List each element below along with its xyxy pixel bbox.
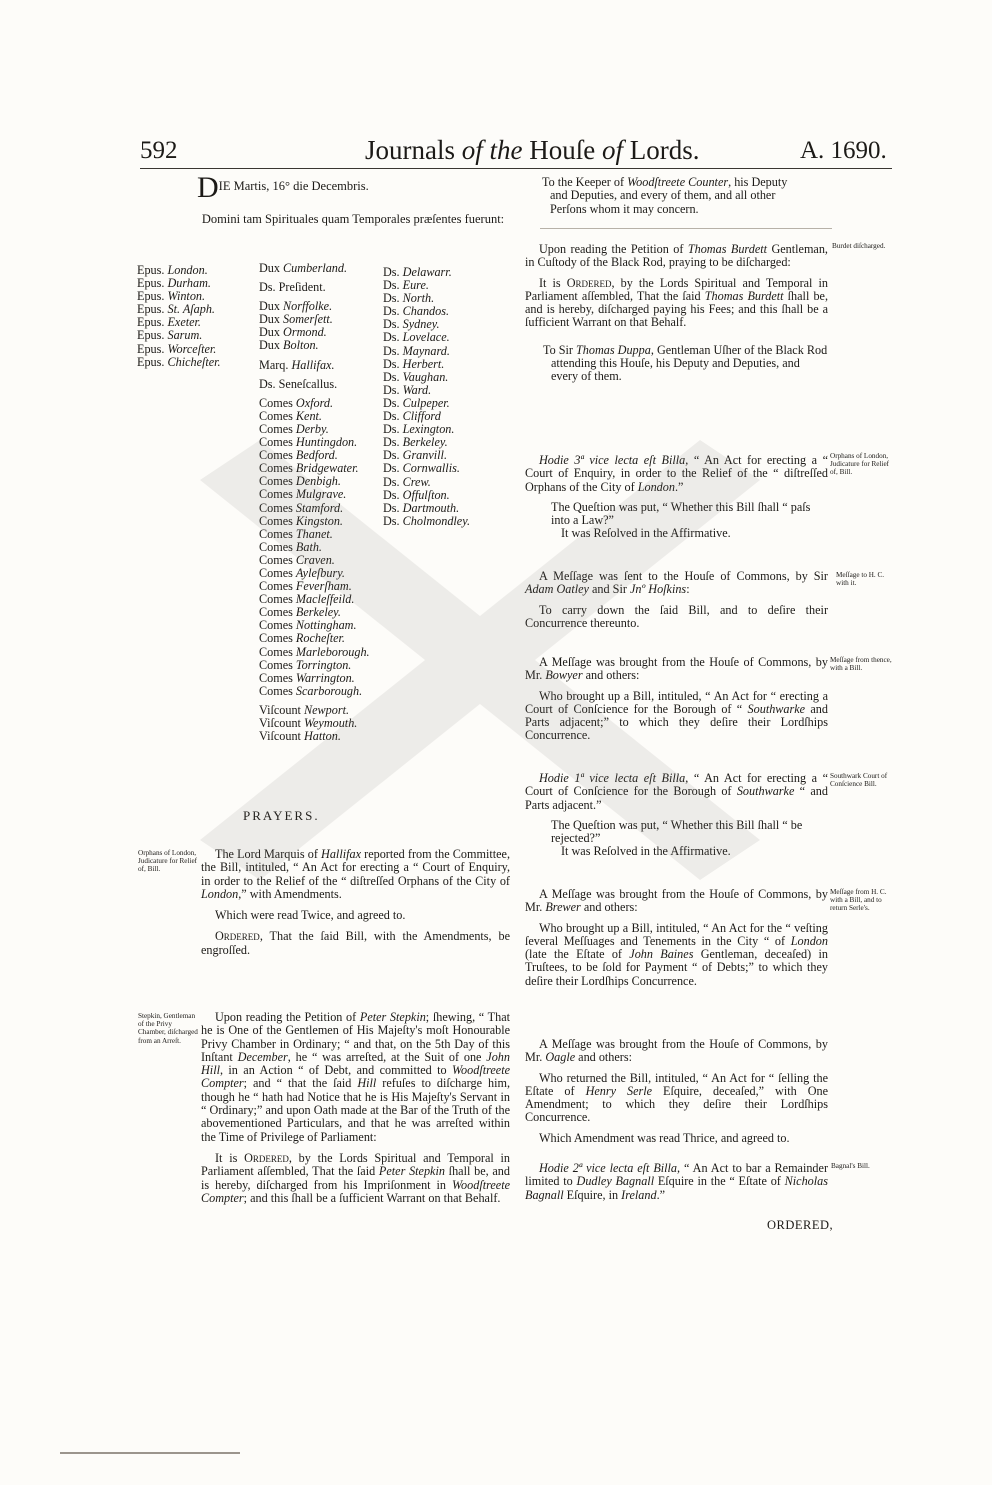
margin-note-southwark: Southwark Court of Conſcience Bill. xyxy=(830,772,888,789)
entry-orphans-report xyxy=(201,848,510,957)
lord-name: Cumberland. xyxy=(283,261,348,275)
lord-title: Ds. xyxy=(383,435,400,450)
lord-title: Ds. xyxy=(383,265,400,279)
lord-name: Bolton. xyxy=(283,338,319,353)
lord-name: Craven. xyxy=(295,552,335,567)
lord-title: Comes xyxy=(259,435,293,450)
lord-name: Somerſett. xyxy=(283,312,333,327)
paragraph: Hodie 1ª vice lecta eſt Billa, “ An Act for erecting a “ Court of Conſcience for the Borough of Southwarke “ and Parts adjacent.” xyxy=(525,771,828,812)
margin-note-orphans-bill: Orphans of London, Judicature for Relief of, Bill. xyxy=(830,452,890,477)
paragraph: To the Keeper of Woodſtreete Counter, his Deputy and Deputies, and every of them, and all other Perſons whom it may concern. xyxy=(542,175,788,216)
paragraph: It was Reſolved in the Affirmative. xyxy=(561,526,731,541)
paragraph: Upon reading the Petition of Thomas Burdett Gentleman, in Cuſtody of the Black Rod, praying to be diſcharged: xyxy=(525,242,828,270)
entry-orphans-third-reading xyxy=(525,454,828,541)
lord-title: Epus. xyxy=(137,328,165,343)
lord-name: Sydney. xyxy=(402,317,440,332)
lord-title: Ds. Preſident. xyxy=(259,280,326,295)
lord-title: Comes xyxy=(259,631,293,646)
paragraph: Ordered, That the ſaid Bill, with the Amendments, be engroſſed. xyxy=(201,929,510,957)
lord-name: Chicheſter. xyxy=(167,354,221,369)
lord-name: St. Aſaph. xyxy=(167,302,215,317)
lord-name: Cornwallis. xyxy=(402,461,460,476)
lord-name: Stamford. xyxy=(295,500,344,515)
lord-name: Clifford xyxy=(402,409,441,424)
lord-title: Ds. xyxy=(383,382,400,397)
lord-title: Comes xyxy=(259,565,293,580)
lord-title: Comes xyxy=(259,579,293,594)
lord-name: Macleſfeild. xyxy=(295,592,355,607)
lord-title: Ds. xyxy=(383,500,400,515)
entry-message-oagle xyxy=(525,1038,828,1145)
lord-title: Comes xyxy=(259,657,293,672)
lord-title: Ds. xyxy=(383,461,400,476)
lord-title: Comes xyxy=(259,421,293,436)
paragraph: The Lord Marquis of Hallifax reported from the Committee, the Bill, intituled, “ An Act for erecting a “ Court of Enquiry, in order to the Relief of the “ diſtreſſed Orphans of the City of London,” with Amendments. xyxy=(201,847,510,901)
paragraph: Who returned the Bill, intituled, “ An Act for “ ſelling the Eſtate of Henry Serle Eſquire, deceaſed,” with One Amendment; to which they deſire their Lordſhips Concurrence. xyxy=(525,1070,829,1125)
paragraph: Who brought up a Bill, intituled, “ An Act for “ erecting a Court of Conſcience for the Borough of “ Southwarke and Parts adjacent;” to which they deſire their Lordſhips Concurrence. xyxy=(525,688,828,743)
header-rule xyxy=(140,168,892,169)
lord-title: Dux xyxy=(259,325,280,340)
paragraph: The Queſtion was put, “ Whether this Bill ſhall “ be rejected?” xyxy=(551,817,803,846)
lord-title: Epus. xyxy=(137,354,165,369)
lord-title: Comes xyxy=(259,644,293,659)
lord-title: Dux xyxy=(259,312,280,327)
lord-name: Chandos. xyxy=(402,304,450,319)
lord-name: Culpeper. xyxy=(402,395,450,410)
lord-name: Ayleſbury. xyxy=(295,565,345,580)
lord-name: Vaughan. xyxy=(402,369,449,384)
lord-title: Comes xyxy=(259,487,293,502)
bishops-list xyxy=(137,264,221,369)
lord-entry xyxy=(259,281,370,294)
lord-name: Eure. xyxy=(402,278,429,293)
lord-title: Comes xyxy=(259,513,293,528)
lord-title: Ds. xyxy=(383,356,400,371)
lord-title: Comes xyxy=(259,500,293,515)
lord-name: Crew. xyxy=(402,474,431,489)
lord-name: Durham. xyxy=(167,276,211,291)
lord-title: Comes xyxy=(259,539,293,554)
entry-stepkin xyxy=(201,1011,510,1205)
barons-list xyxy=(383,266,470,528)
lord-name: Mulgrave. xyxy=(295,487,347,502)
lord-name: Feverſham. xyxy=(295,579,352,594)
margin-note-bagnal: Bagnal's Bill. xyxy=(831,1162,870,1170)
lord-title: Ds. xyxy=(383,278,400,293)
lord-name: Scarborough. xyxy=(295,683,363,698)
lord-name: Lexington. xyxy=(402,422,455,437)
lord-name: Herbert. xyxy=(402,356,445,371)
journal-year: A. 1690. xyxy=(800,137,887,164)
lord-name: Ward. xyxy=(402,382,432,397)
lord-entry xyxy=(137,356,221,369)
entry-message-brewer xyxy=(525,888,828,988)
paragraph: It is Ordered, by the Lords Spiritual and Temporal in Parliament aſſembled, That the ſaid Peter Stepkin ſhall be, and is hereby, diſcharged from his Impriſonment in Woodſtreete Compter; and this ſhall be a ſufficient Warrant on that Behalf. xyxy=(201,1150,510,1205)
lord-title: Ds. xyxy=(383,422,400,437)
lord-title: Comes xyxy=(259,461,293,476)
margin-note-stepkin: Stepkin, Gentleman of the Privy Chamber, diſcharged from an Arreſt. xyxy=(138,1012,198,1045)
paragraph: It is Ordered, by the Lords Spiritual and Temporal in Parliament aſſembled, That the ſaid Thomas Burdett ſhall be, and is hereby, diſcharged paying his Fees; and this ſhall be a ſufficient Warrant on that Behalf. xyxy=(525,275,828,330)
page-number: 592 xyxy=(140,137,178,164)
lord-entry xyxy=(259,378,370,391)
lord-title: Epus. xyxy=(137,276,165,291)
lord-title: Ds. xyxy=(383,474,400,489)
lord-name: Exeter. xyxy=(167,315,201,330)
journal-title: Journals of the Houſe of Lords. xyxy=(365,135,700,165)
margin-note-serle: Meſſage from H. C. with a Bill, and to return Serle's. xyxy=(830,888,887,913)
lord-title: Dux xyxy=(259,261,280,275)
lord-name: Denbigh. xyxy=(295,474,341,489)
lord-title: Epus. xyxy=(137,315,165,330)
catchword: ORDERED, xyxy=(767,1218,834,1232)
lord-entry xyxy=(259,730,370,743)
lord-title: Epus. xyxy=(137,289,165,304)
paragraph: Which were read Twice, and agreed to. xyxy=(215,908,406,923)
entry-message-to-commons xyxy=(525,570,828,630)
lord-name: Winton. xyxy=(167,289,206,304)
lord-title: Epus. xyxy=(137,302,165,317)
margin-note-orphans: Orphans of London, Judicature for Relief of, Bill. xyxy=(138,849,198,874)
lord-title: Comes xyxy=(259,605,293,620)
lord-name: Lovelace. xyxy=(402,330,450,345)
paragraph: Who brought up a Bill, intituled, “ An Act for the “ veſting ſeveral Meſſuages and Tenements in the City “ of London (late the Eſtate of John Baines Gentleman, deceaſed) in Truſtees, to be ſold for Payment “ of Debts;” to which they deſire their Lordſhips Concurrence. xyxy=(525,920,828,988)
lord-title: Dux xyxy=(259,299,280,314)
lord-name: Norffolke. xyxy=(283,299,333,314)
lord-name: Bath. xyxy=(295,539,322,554)
lord-title: Comes xyxy=(259,552,293,567)
lord-name: Berkeley. xyxy=(402,435,448,450)
margin-note-burdett: Burdet diſcharged. xyxy=(832,242,886,250)
entry-keeper-address xyxy=(542,176,802,216)
lord-name: Delawarr. xyxy=(402,265,452,279)
lord-name: Maynard. xyxy=(402,343,450,358)
lord-title: Marq. xyxy=(259,357,289,372)
lord-title: Ds. xyxy=(383,317,400,332)
paragraph: Hodie 2ª vice lecta eſt Billa, “ An Act to bar a Remainder limited to Dudley Bagnall Eſquire in the “ Eſtate of Nicholas Bagnall Eſquire, in Ireland.” xyxy=(525,1161,828,1202)
lord-title: Viſcount xyxy=(259,716,301,730)
lord-title: Epus. xyxy=(137,341,165,356)
lord-title: Ds. xyxy=(383,409,400,424)
lord-name: Bridgewater. xyxy=(295,461,359,476)
lord-title: Viſcount xyxy=(259,702,301,717)
entry-southwark-bill xyxy=(525,772,828,859)
entry-message-bowyer xyxy=(525,656,828,743)
lord-name: Hatton. xyxy=(303,729,341,744)
lord-title: Comes xyxy=(259,526,293,541)
margin-note-message-from: Meſſage from thence, with a Bill. xyxy=(830,656,892,673)
paragraph: A Meſſage was brought from the Houſe of Commons, by Mr. Bowyer and others: xyxy=(525,655,828,683)
lord-title: Ds. xyxy=(383,304,400,319)
lord-name: Marleborough. xyxy=(295,644,370,659)
paragraph: The Queſtion was put, “ Whether this Bill ſhall “ paſs into a Law?” xyxy=(551,499,811,528)
lord-title: Comes xyxy=(259,670,293,685)
lord-name: Berkeley. xyxy=(295,605,341,620)
lord-title: Comes xyxy=(259,618,293,633)
lord-name: Rocheſter. xyxy=(295,631,345,646)
lord-name: Sarum. xyxy=(167,328,203,343)
lord-name: Thanet. xyxy=(295,526,333,541)
lord-title: Ds. xyxy=(383,330,400,345)
lord-title: Comes xyxy=(259,683,293,698)
lord-title: Comes xyxy=(259,395,293,410)
drop-cap: D xyxy=(197,171,219,204)
lord-name: Worceſter. xyxy=(167,341,217,356)
lord-name: North. xyxy=(402,291,435,306)
lord-name: Bedford. xyxy=(295,448,338,463)
lord-title: Ds. xyxy=(383,395,400,410)
lord-title: Dux xyxy=(259,338,280,353)
lord-name: Nottingham. xyxy=(295,618,357,633)
paragraph: Upon reading the Petition of Peter Stepkin; ſhewing, “ That he is One of the Gentlemen of His Majeſty's moſt Honourable Privy Chamber in Ordinary; “ and that, on the 5th Day of this Inſtant December, he “ was arreſted, at the Suit of one John Hill, in an Action “ of Debt, and committed to Woodſtreete Compter; and “ that the ſaid Hill refuſes to diſcharge him, though he “ hath had Notice that he is His Majeſty's Servant in “ Ordinary;” and upon Oath made at the Bar of the Truth of the abovementioned Particulars, and that he was arreſted within the Time of Privilege of Parliament: xyxy=(201,1010,510,1144)
lord-name: London. xyxy=(167,263,208,277)
lord-name: Derby. xyxy=(295,421,329,436)
lord-name: Warrington. xyxy=(295,670,355,685)
date-line: DIE Martis, 16° die Decembris. xyxy=(197,171,369,204)
page-header xyxy=(0,0,992,175)
lord-entry xyxy=(259,685,370,698)
paragraph: To carry down the ſaid Bill, and to deſire their Concurrence thereunto. xyxy=(525,602,828,630)
lord-name: Hallifax. xyxy=(291,357,335,372)
paragraph: Hodie 3ª vice lecta eſt Billa, “ An Act for erecting a “ Court of Enquiry, in order to the Relief of the “ diſtreſſed Orphans of the City of London.” xyxy=(525,453,828,494)
lord-title: Viſcount xyxy=(259,729,301,744)
separator xyxy=(540,228,832,229)
lord-entry xyxy=(259,262,370,275)
lord-name: Torrington. xyxy=(295,657,352,672)
margin-note-message-to: Meſſage to H. C. with it. xyxy=(836,571,885,588)
lord-title: Ds. xyxy=(383,343,400,358)
lord-entry xyxy=(259,339,370,352)
lord-title: Ds. xyxy=(383,513,400,528)
lord-name: Granvill. xyxy=(402,448,447,463)
paragraph: A Meſſage was brought from the Houſe of Commons, by Mr. Brewer and others: xyxy=(525,887,828,915)
prayers-heading: PRAYERS. xyxy=(243,808,320,823)
paragraph: It was Reſolved in the Affirmative. xyxy=(561,844,731,859)
lord-name: Weymouth. xyxy=(303,716,358,730)
lord-name: Oxford. xyxy=(295,395,334,410)
lord-title: Ds. xyxy=(383,487,400,502)
lord-title: Ds. xyxy=(383,291,400,306)
lord-name: Kent. xyxy=(295,408,322,423)
lords-present-heading: Domini tam Spirituales quam Temporales præſentes fuerunt: xyxy=(201,212,505,226)
dukes-earls-list xyxy=(259,262,370,743)
entry-bagnal-bill xyxy=(525,1162,828,1202)
lord-title: Ds. xyxy=(383,448,400,463)
lord-name: Cholmondley. xyxy=(402,513,471,528)
paragraph: Which Amendment was read Thrice, and agreed to. xyxy=(539,1130,790,1145)
lord-name: Huntingdon. xyxy=(295,435,358,450)
lord-entry xyxy=(259,359,370,372)
lord-title: Comes xyxy=(259,592,293,607)
lord-name: Dartmouth. xyxy=(402,500,460,515)
lord-title: Ds. Seneſcallus. xyxy=(259,376,338,391)
page-bottom-mark xyxy=(60,1452,240,1454)
paragraph: A Meſſage was ſent to the Houſe of Commons, by Sir Adam Oatley and Sir Jnº Hoſkins: xyxy=(525,569,828,597)
paragraph: To Sir Thomas Duppa, Gentleman Uſher of the Black Rod attending this Houſe, his Deputy and Deputies, and every of them. xyxy=(543,342,828,384)
lord-name: Kingston. xyxy=(295,513,343,528)
lord-title: Epus. xyxy=(137,263,165,277)
lord-name: Newport. xyxy=(303,702,349,717)
lord-title: Comes xyxy=(259,408,293,423)
lord-name: Ormond. xyxy=(283,325,327,340)
lord-title: Comes xyxy=(259,448,293,463)
paragraph: A Meſſage was brought from the Houſe of Commons, by Mr. Oagle and others: xyxy=(525,1037,828,1065)
lord-name: Offulſton. xyxy=(402,487,450,502)
entry-burdett xyxy=(525,243,828,384)
lord-entry xyxy=(383,515,470,528)
lord-title: Ds. xyxy=(383,369,400,384)
lord-title: Comes xyxy=(259,474,293,489)
